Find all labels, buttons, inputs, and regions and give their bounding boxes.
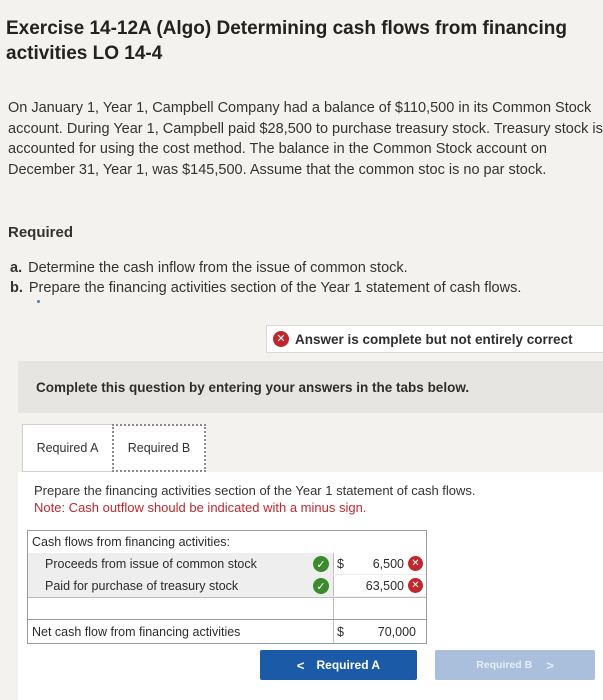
amount-value: 63,500 <box>365 578 404 593</box>
table-row <box>28 575 426 597</box>
complete-prompt-box <box>18 361 603 413</box>
tab-required-b[interactable]: Required B <box>112 424 206 472</box>
instructions <box>34 482 594 516</box>
tab-panel-required-b <box>18 472 603 700</box>
total-label: Net cash flow from financing activities <box>32 624 241 639</box>
bullet-dot <box>37 300 40 303</box>
currency-symbol: $ <box>337 624 344 639</box>
total-amount <box>333 620 426 643</box>
prev-button-label: Required A <box>316 658 381 672</box>
prev-required-a-button[interactable] <box>260 650 417 680</box>
blank-input[interactable] <box>333 598 426 619</box>
table-blank-row <box>28 597 426 619</box>
table-row <box>28 553 426 575</box>
table-header-row <box>28 531 426 553</box>
amount-value: 6,500 <box>372 556 404 571</box>
incorrect-icon: ✕ <box>408 556 423 571</box>
requirement-text: Determine the cash inflow from the issue of common stock. <box>28 260 408 276</box>
amount-input[interactable] <box>333 553 426 574</box>
requirement-item <box>10 278 600 298</box>
requirement-text: Prepare the financing activities section of the Year 1 statement of cash flows. <box>28 280 522 296</box>
next-button-label: Required B <box>476 659 533 671</box>
table-header-label: Cash flows from financing activities: <box>32 535 230 549</box>
incorrect-icon: ✕ <box>408 578 423 593</box>
check-icon: ✓ <box>313 556 329 572</box>
currency-symbol: $ <box>337 556 344 571</box>
amount-input[interactable] <box>333 575 426 596</box>
cash-flow-table <box>27 530 427 644</box>
incorrect-icon: ✕ <box>273 331 289 347</box>
tab-required-a[interactable]: Required A <box>22 424 112 472</box>
problem-statement: On January 1, Year 1, Campbell Company had a balance of $110,500 in its Common Stock account. During Year 1, Campbell paid $28,500 to purchase treasury stock. Treasury stock is accounted for using the cost method. The balance in the Common Stock account on December 31, Year 1, was $145,500. Assume that the common stoc is no par stock. <box>8 100 603 178</box>
row-label: Paid for purchase of treasury stock <box>45 579 239 593</box>
required-heading: Required <box>8 224 74 241</box>
table-total-row <box>28 619 426 643</box>
total-value: 70,000 <box>377 624 416 639</box>
answer-status-text: Answer is complete but not entirely correct <box>295 331 573 347</box>
requirement-letter: a. <box>10 260 23 276</box>
chevron-right-icon: > <box>546 657 554 673</box>
instructions-note: Note: Cash outflow should be indicated with a minus sign. <box>34 500 367 515</box>
tab-bar <box>22 424 206 472</box>
check-icon: ✓ <box>313 578 329 594</box>
exercise-title: Exercise 14-12A (Algo) Determining cash flows from financing activities LO 14-4 <box>6 18 567 64</box>
requirements-list <box>10 258 600 298</box>
row-label: Proceeds from issue of common stock <box>45 557 257 571</box>
chevron-left-icon: < <box>296 657 305 673</box>
complete-prompt-text: Complete this question by entering your answers in the tabs below. <box>36 379 470 395</box>
answer-status-banner <box>266 325 603 353</box>
next-required-b-button[interactable] <box>435 650 595 680</box>
requirement-letter: b. <box>10 280 23 296</box>
requirement-item <box>10 258 600 278</box>
instructions-text: Prepare the financing activities section of the Year 1 statement of cash flows. <box>34 483 476 498</box>
